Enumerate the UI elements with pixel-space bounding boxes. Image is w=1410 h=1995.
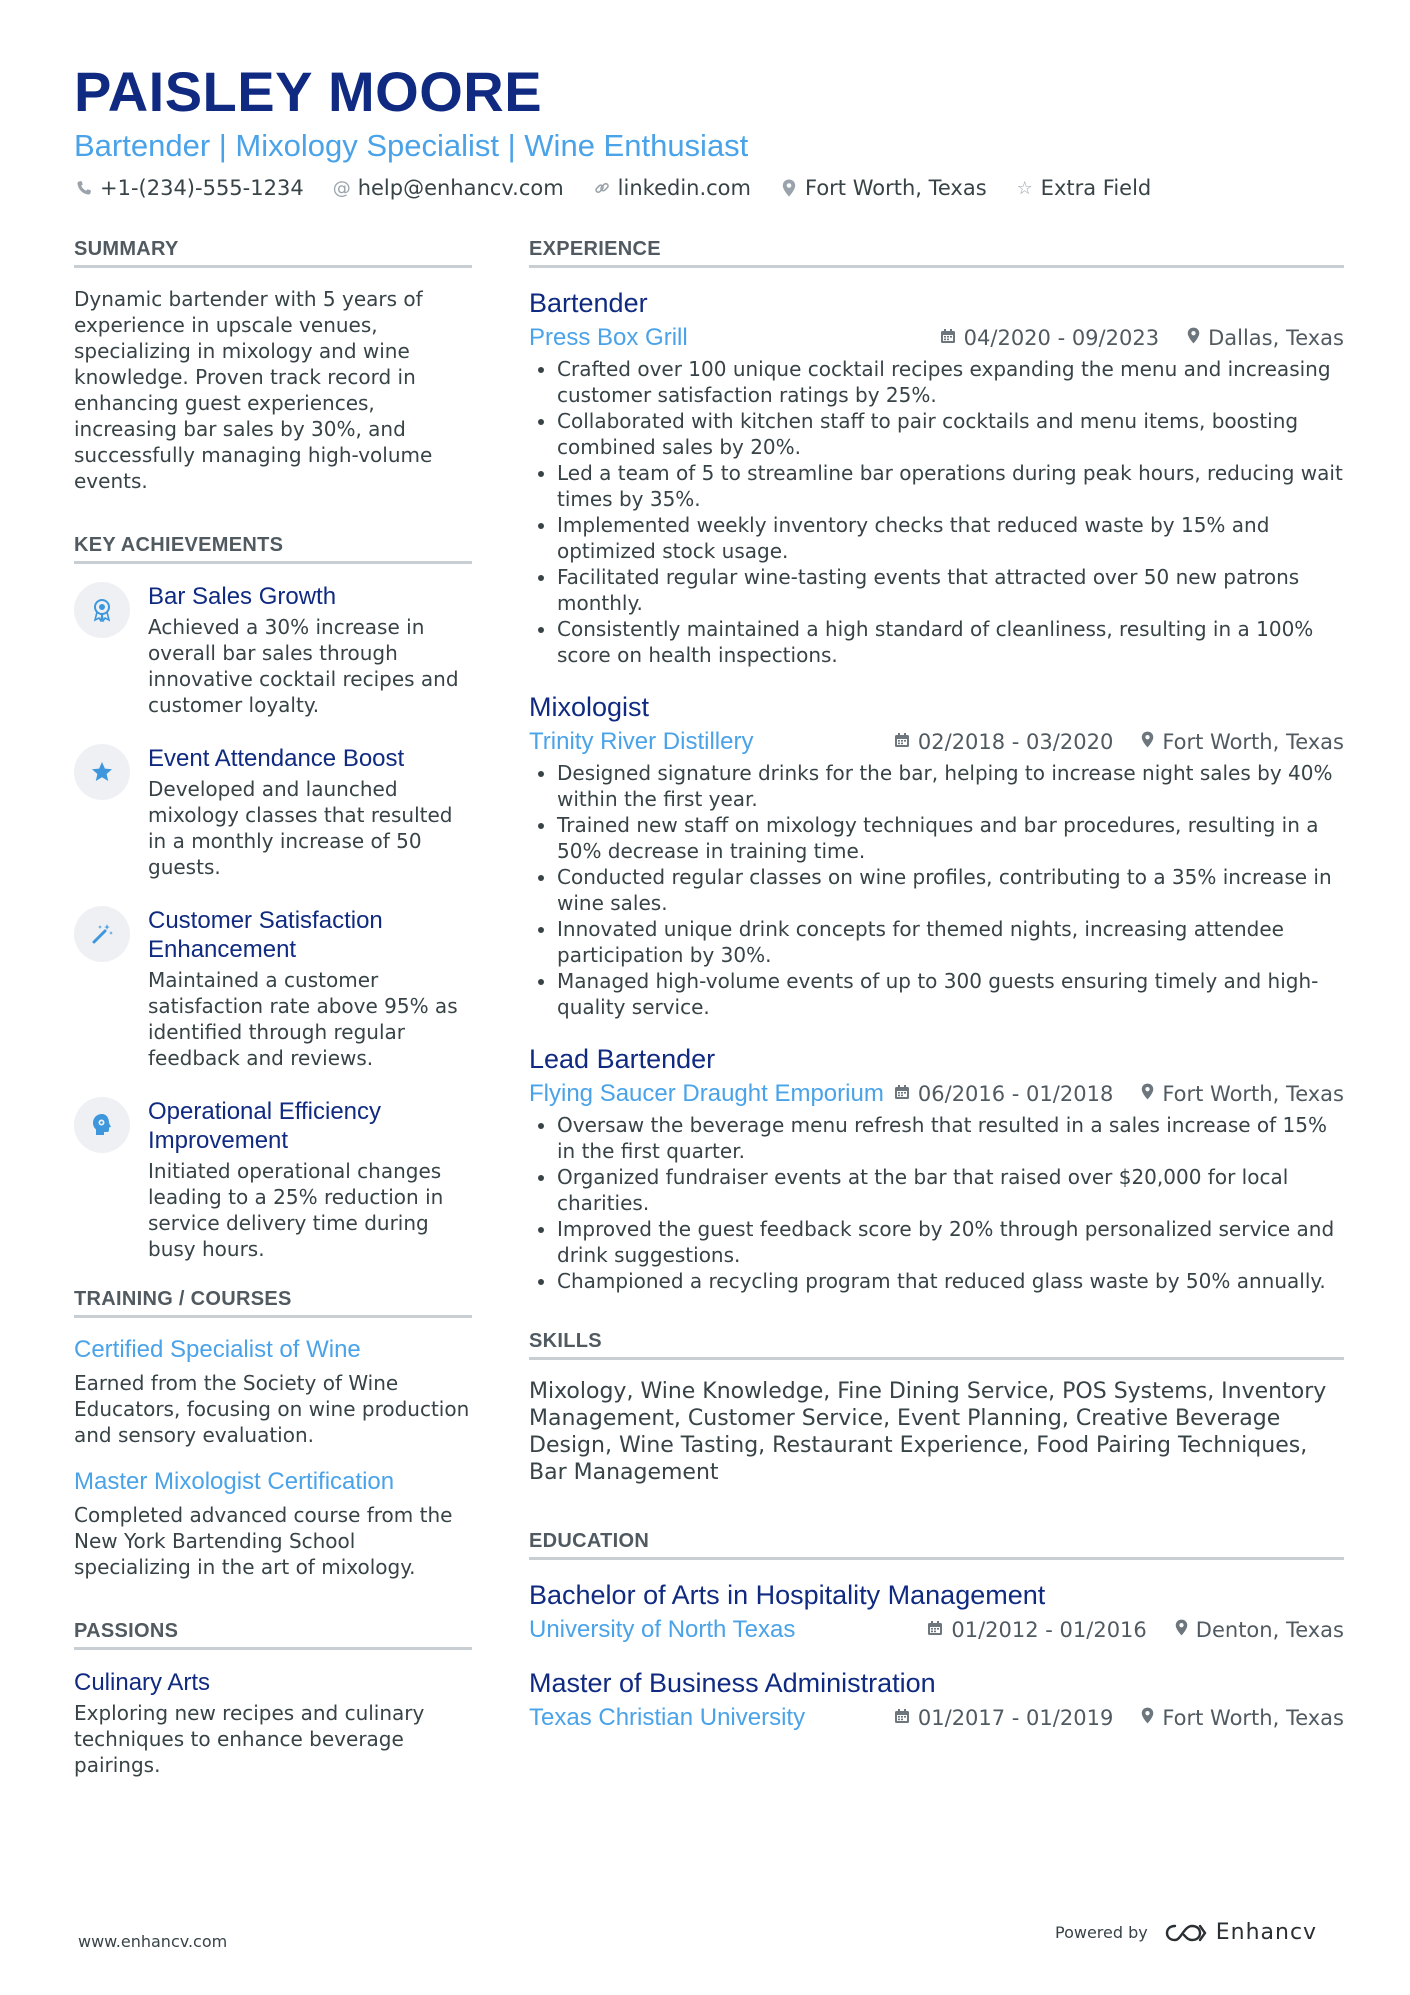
education-dates (894, 1706, 1113, 1730)
achievement-title: Operational Efficiency Improvement (148, 1098, 382, 1154)
infinity-icon (1164, 1922, 1208, 1944)
powered-by-label: Powered by (1055, 1923, 1148, 1942)
bullet-item: • Oversaw the beverage menu refresh that resulted in a sales increase of 15% in the first quarter. (557, 1112, 1344, 1164)
bullet-item: • Facilitated regular wine-tasting events that attracted over 50 new patrons monthly. (557, 564, 1344, 616)
role-title: Lead Bartender (529, 1044, 716, 1074)
role-location (1187, 326, 1344, 350)
education-dates-text: 01/2017 - 01/2019 (917, 1706, 1114, 1730)
right-column (529, 238, 1344, 1754)
role-location-text: Dallas, Texas (1208, 326, 1344, 350)
bullet-item: • Managed high-volume events of up to 300 guests ensuring timely and high-quality service. (557, 968, 1344, 1020)
achievement-text: Maintained a customer satisfaction rate above 95% as identified through regular feedback and reviews. (148, 968, 458, 1070)
school-name: University of North Texas (529, 1616, 796, 1643)
role-dates (940, 326, 1159, 350)
summary-section (74, 238, 472, 494)
role-dates-text: 06/2016 - 01/2018 (917, 1082, 1114, 1106)
achievement-item (74, 1097, 472, 1262)
degree-title: Bachelor of Arts in Hospitality Management (529, 1580, 1046, 1610)
achievement-item (74, 744, 472, 880)
calendar-icon (894, 732, 910, 753)
passions-section (74, 1620, 472, 1778)
left-column (74, 238, 472, 1778)
skills-heading: SKILLS (529, 1330, 1344, 1360)
location-icon (1175, 1619, 1188, 1641)
contact-phone[interactable] (74, 176, 304, 200)
bullet-item: • Organized fundraiser events at the bar that raised over $20,000 for local charities. (557, 1164, 1344, 1216)
achievement-text: Initiated operational changes leading to a 25% reduction in service delivery time during busy hours. (148, 1159, 444, 1261)
bullet-item: • Consistently maintained a high standard of cleanliness, resulting in a 100% score on health inspections. (557, 616, 1344, 668)
at-icon: @ (332, 177, 351, 199)
company-name: Trinity River Distillery (529, 728, 754, 755)
location-icon (779, 179, 799, 197)
bullet-item: • Innovated unique drink concepts for themed nights, increasing attendee participation by 30%. (557, 916, 1344, 968)
education-location (1175, 1618, 1344, 1642)
bullet-item: • Championed a recycling program that reduced glass waste by 50% annually. (557, 1268, 1344, 1294)
achievement-text: Developed and launched mixology classes that resulted in a monthly increase of 50 guests. (148, 777, 453, 879)
education-entry (529, 1666, 1344, 1732)
company-name: Press Box Grill (529, 324, 688, 351)
role-meta (529, 728, 1344, 756)
bullet-item: • Trained new staff on mixology techniques and bar procedures, resulting in a 50% decrease in training time. (557, 812, 1344, 864)
head-gear-icon (74, 1097, 130, 1153)
bullet-item: • Improved the guest feedback score by 20% through personalized service and drink suggestions. (557, 1216, 1344, 1268)
education-entry (529, 1578, 1344, 1644)
contact-bar (74, 176, 1344, 200)
resume-header (74, 60, 1344, 200)
role-dates-text: 04/2020 - 09/2023 (963, 326, 1160, 350)
achievements-heading: KEY ACHIEVEMENTS (74, 534, 472, 564)
candidate-name: PAISLEY MOORE (74, 60, 543, 123)
course-title: Master Mixologist Certification (74, 1468, 395, 1495)
experience-entry (529, 1042, 1344, 1294)
brand-logo[interactable] (1164, 1920, 1317, 1945)
role-dates-text: 02/2018 - 03/2020 (917, 730, 1114, 754)
skills-section (529, 1330, 1344, 1486)
star-icon: ☆ (1016, 177, 1033, 199)
star-icon (74, 744, 130, 800)
course-text: Completed advanced course from the New York Bartending School specializing in the art of mixology. (74, 1503, 453, 1579)
passion-text: Exploring new recipes and culinary techniques to enhance beverage pairings. (74, 1701, 425, 1777)
contact-extra-text: Extra Field (1040, 176, 1152, 200)
role-bullets (529, 760, 1344, 1020)
role-location (1141, 730, 1344, 754)
bullet-item: • Implemented weekly inventory checks that reduced waste by 15% and optimized stock usage. (557, 512, 1344, 564)
course-item (74, 1468, 472, 1580)
experience-entry (529, 286, 1344, 668)
skills-text: Mixology, Wine Knowledge, Fine Dining Service, POS Systems, Inventory Management, Customer Service, Event Planning, Creative Beverage Design, Wine Tasting, Restaurant Experience, Food Pairing Techniques, Bar Management (529, 1379, 1327, 1485)
contact-phone-text: +1-(234)-555-1234 (100, 176, 304, 200)
role-dates (894, 1082, 1113, 1106)
bullet-item: • Collaborated with kitchen staff to pair cocktails and menu items, boosting combined sales by 20%. (557, 408, 1344, 460)
passions-heading: PASSIONS (74, 1620, 472, 1650)
summary-heading: SUMMARY (74, 238, 472, 268)
magic-wand-icon (74, 906, 130, 962)
location-icon (1141, 1707, 1154, 1729)
degree-title: Master of Business Administration (529, 1668, 936, 1698)
experience-section (529, 238, 1344, 1294)
role-bullets (529, 1112, 1344, 1294)
contact-email-text: help@enhancv.com (357, 176, 564, 200)
contact-email[interactable] (332, 176, 564, 200)
achievement-title: Customer Satisfaction Enhancement (148, 907, 383, 963)
education-meta (529, 1704, 1344, 1732)
phone-icon (74, 180, 94, 196)
education-location (1141, 1706, 1344, 1730)
achievement-item (74, 906, 472, 1071)
bullet-item: • Conducted regular classes on wine profiles, contributing to a 35% increase in wine sales. (557, 864, 1344, 916)
training-heading: TRAINING / COURSES (74, 1288, 472, 1318)
bullet-item: • Designed signature drinks for the bar, helping to increase night sales by 40% within the first year. (557, 760, 1344, 812)
training-section (74, 1288, 472, 1580)
location-icon (1141, 731, 1154, 753)
education-meta (529, 1616, 1344, 1644)
education-location-text: Fort Worth, Texas (1162, 1706, 1344, 1730)
footer-brand (1055, 1920, 1317, 1945)
achievement-title: Event Attendance Boost (148, 745, 405, 772)
candidate-tagline: Bartender | Mixology Specialist | Wine Enthusiast (74, 128, 749, 163)
location-icon (1187, 327, 1200, 349)
location-icon (1141, 1083, 1154, 1105)
school-name: Texas Christian University (529, 1704, 806, 1731)
passion-item (74, 1668, 472, 1778)
role-location-text: Fort Worth, Texas (1162, 730, 1344, 754)
calendar-icon (894, 1708, 910, 1729)
role-location-text: Fort Worth, Texas (1162, 1082, 1344, 1106)
experience-heading: EXPERIENCE (529, 238, 1344, 268)
contact-location-text: Fort Worth, Texas (804, 176, 987, 200)
achievement-title: Bar Sales Growth (148, 583, 337, 610)
role-bullets (529, 356, 1344, 668)
role-dates (894, 730, 1113, 754)
bullet-item: • Led a team of 5 to streamline bar operations during peak hours, reducing wait times by 35%. (557, 460, 1344, 512)
contact-location (779, 176, 987, 200)
education-dates (927, 1618, 1146, 1642)
award-icon (74, 582, 130, 638)
role-title: Mixologist (529, 692, 650, 722)
achievements-section (74, 534, 472, 1262)
experience-entry (529, 690, 1344, 1020)
brand-name: Enhancv (1215, 1920, 1318, 1945)
contact-extra (1015, 176, 1152, 200)
education-section (529, 1530, 1344, 1732)
bullet-item: • Crafted over 100 unique cocktail recipes expanding the menu and increasing customer satisfaction ratings by 25%. (557, 356, 1344, 408)
calendar-icon (940, 328, 956, 349)
achievement-item (74, 582, 472, 718)
role-title: Bartender (529, 288, 648, 318)
education-heading: EDUCATION (529, 1530, 1344, 1560)
course-item (74, 1336, 472, 1448)
calendar-icon (894, 1084, 910, 1105)
calendar-icon (927, 1620, 943, 1641)
passion-title: Culinary Arts (74, 1669, 211, 1696)
role-meta (529, 324, 1344, 352)
course-text: Earned from the Society of Wine Educators, focusing on wine production and sensory evaluation. (74, 1371, 470, 1447)
summary-text: Dynamic bartender with 5 years of experience in upscale venues, specializing in mixology and wine knowledge. Proven track record in enhancing guest experiences, increasing bar sales by 30%, and successfully managing high-volume events. (74, 287, 433, 493)
education-dates-text: 01/2012 - 01/2016 (951, 1618, 1147, 1642)
education-location-text: Denton, Texas (1195, 1618, 1344, 1642)
course-title: Certified Specialist of Wine (74, 1336, 361, 1363)
footer-website[interactable]: www.enhancv.com (78, 1932, 228, 1951)
role-meta (529, 1080, 1344, 1108)
link-icon (592, 180, 612, 196)
contact-linkedin-text: linkedin.com (617, 176, 751, 200)
contact-linkedin[interactable] (592, 176, 751, 200)
company-name: Flying Saucer Draught Emporium (529, 1080, 884, 1107)
role-location (1141, 1082, 1344, 1106)
achievement-text: Achieved a 30% increase in overall bar sales through innovative cocktail recipes and customer loyalty. (148, 615, 459, 717)
